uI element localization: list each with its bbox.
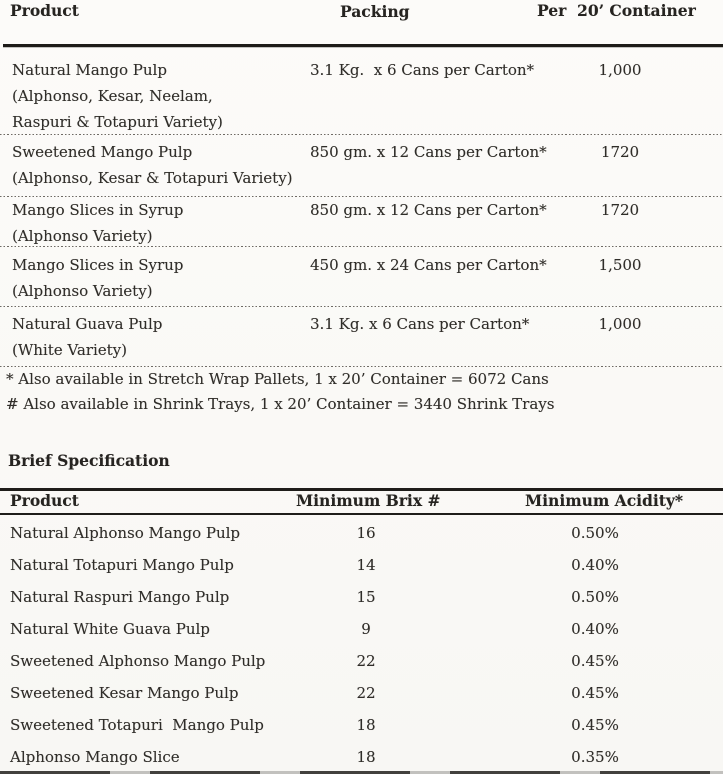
acidity-cell: 0.45% — [571, 684, 619, 702]
spec-header-acidity: Minimum Acidity* — [525, 491, 684, 510]
footnote-stretch-wrap: * Also available in Stretch Wrap Pallets, 1 x 20’ Container = 6072 Cans — [6, 370, 549, 388]
header-rule — [3, 44, 723, 47]
product-name: Mango Slices in Syrup — [12, 256, 184, 274]
spec-header-product: Product — [10, 491, 79, 510]
container-qty-cell: 1720 — [600, 201, 640, 219]
container-qty-cell: 1,000 — [598, 61, 642, 79]
product-variety: (Alphonso, Kesar, Neelam, — [12, 87, 213, 105]
table-row — [0, 311, 723, 363]
table-row — [0, 139, 723, 191]
row-separator — [0, 306, 723, 308]
product-variety: (White Variety) — [12, 341, 127, 359]
product-variety: (Alphonso, Kesar & Totapuri Variety) — [12, 169, 293, 187]
table-row — [0, 197, 723, 249]
spec-product-cell: Sweetened Kesar Mango Pulp — [10, 684, 239, 702]
packing-cell: 850 gm. x 12 Cans per Carton* — [310, 143, 547, 161]
packing-header-packing: Packing — [340, 2, 410, 21]
product-name: Natural Guava Pulp — [12, 315, 163, 333]
spec-row — [0, 716, 723, 738]
packing-cell: 850 gm. x 12 Cans per Carton* — [310, 201, 547, 219]
spec-row — [0, 620, 723, 642]
acidity-cell: 0.45% — [571, 652, 619, 670]
spec-header-bottom-rule — [0, 513, 723, 515]
spec-bottom-rule — [0, 771, 723, 774]
spec-row — [0, 748, 723, 770]
acidity-cell: 0.50% — [571, 524, 619, 542]
brix-cell: 22 — [356, 684, 376, 702]
product-variety: Raspuri & Totapuri Variety) — [12, 113, 223, 131]
spec-product-cell: Alphonso Mango Slice — [10, 748, 180, 766]
table-row — [0, 57, 723, 135]
brix-cell: 16 — [356, 524, 376, 542]
row-separator — [0, 366, 723, 368]
packing-cell: 450 gm. x 24 Cans per Carton* — [310, 256, 547, 274]
acidity-cell: 0.40% — [571, 556, 619, 574]
row-separator — [0, 246, 723, 248]
spec-header-brix: Minimum Brix # — [296, 491, 441, 510]
row-separator — [0, 134, 723, 136]
spec-product-cell: Natural Totapuri Mango Pulp — [10, 556, 234, 574]
packing-cell: 3.1 Kg. x 6 Cans per Carton* — [310, 315, 530, 333]
spec-product-cell: Sweetened Totapuri Mango Pulp — [10, 716, 264, 734]
product-name: Mango Slices in Syrup — [12, 201, 184, 219]
brix-cell: 15 — [356, 588, 376, 606]
spec-product-cell: Sweetened Alphonso Mango Pulp — [10, 652, 266, 670]
container-qty-cell: 1,000 — [598, 315, 642, 333]
product-name: Natural Mango Pulp — [12, 61, 167, 79]
acidity-cell: 0.45% — [571, 716, 619, 734]
packing-cell: 3.1 Kg. x 6 Cans per Carton* — [310, 61, 535, 79]
product-variety: (Alphonso Variety) — [12, 227, 153, 245]
spec-row — [0, 652, 723, 674]
container-qty-cell: 1,500 — [598, 256, 642, 274]
product-variety: (Alphonso Variety) — [12, 282, 153, 300]
acidity-cell: 0.50% — [571, 588, 619, 606]
spec-row — [0, 684, 723, 706]
brix-cell: 14 — [356, 556, 376, 574]
brix-cell: 18 — [356, 716, 376, 734]
footnote-shrink-trays: # Also available in Shrink Trays, 1 x 20’ Container = 3440 Shrink Trays — [6, 395, 555, 413]
table-row — [0, 252, 723, 304]
packing-header-product: Product — [10, 1, 79, 20]
spec-product-cell: Natural Alphonso Mango Pulp — [10, 524, 241, 542]
spec-product-cell: Natural Raspuri Mango Pulp — [10, 588, 230, 606]
packing-header-per-container: Per 20’ Container — [537, 1, 696, 20]
spec-row — [0, 524, 723, 546]
brix-cell: 22 — [356, 652, 376, 670]
spec-title: Brief Specification — [8, 451, 170, 470]
spec-product-cell: Natural White Guava Pulp — [10, 620, 210, 638]
brix-cell: 9 — [361, 620, 371, 638]
brix-cell: 18 — [356, 748, 376, 766]
acidity-cell: 0.35% — [571, 748, 619, 766]
acidity-cell: 0.40% — [571, 620, 619, 638]
spec-row — [0, 588, 723, 610]
container-qty-cell: 1720 — [600, 143, 640, 161]
product-name: Sweetened Mango Pulp — [12, 143, 193, 161]
spec-row — [0, 556, 723, 578]
